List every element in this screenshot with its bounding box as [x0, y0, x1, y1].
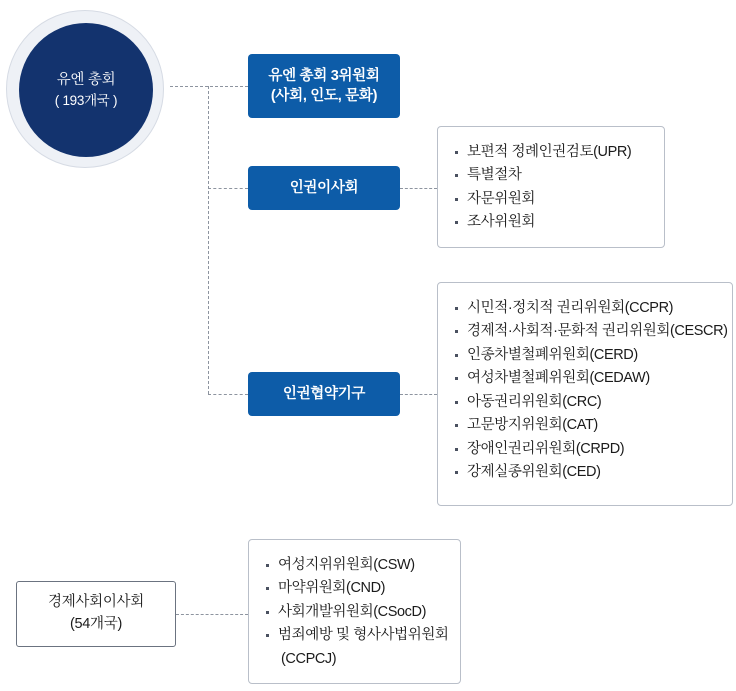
connector-trunk-to-treaty [208, 394, 248, 395]
list-item: 장애인권리위원회(CRPD) [454, 438, 714, 461]
panel-treaty-bodies-items [437, 282, 733, 506]
ecosoc-list [265, 554, 449, 671]
list-item: 특별절차 [454, 164, 646, 187]
connector-ecosoc-to-panel [176, 614, 248, 615]
node-human-rights-council[interactable] [248, 166, 400, 210]
node-third-committee[interactable] [248, 54, 400, 118]
ecosoc-subtitle: (54개국) [70, 616, 122, 632]
connector-trunk-vertical [208, 86, 209, 394]
panel-human-rights-council-items [437, 126, 665, 248]
third-committee-title: 유엔 총회 3위원회 [268, 67, 380, 84]
list-item: 시민적·정치적 권리위원회(CCPR) [454, 297, 714, 320]
connector-hrc-to-panel [400, 188, 437, 189]
list-item: 인종차별철폐위원회(CERD) [454, 344, 714, 367]
general-assembly-title: 유엔 총회 [56, 71, 116, 88]
list-item: 아동권리위원회(CRC) [454, 391, 714, 414]
list-item: 강제실종위원회(CED) [454, 461, 714, 484]
list-item: 보편적 정례인권검토(UPR) [454, 141, 646, 164]
list-item: 사회개발위원회(CSocD) [265, 601, 442, 624]
list-item: 조사위원회 [454, 211, 646, 234]
ecosoc-title: 경제사회이사회 [48, 594, 144, 611]
connector-trunk-to-hrc [208, 188, 248, 189]
human-rights-council-label: 인권이사회 [289, 179, 359, 196]
list-item: 고문방지위원회(CAT) [454, 414, 714, 437]
list-item: 마약위원회(CND) [265, 577, 442, 600]
connector-treaty-to-panel [400, 394, 437, 395]
general-assembly-subtitle: ( 193개국 ) [54, 92, 118, 108]
node-ecosoc[interactable] [16, 581, 176, 647]
list-item: 자문위원회 [454, 188, 646, 211]
list-item: 여성지위위원회(CSW) [265, 554, 442, 577]
general-assembly-inner [19, 23, 153, 157]
human-rights-council-list [454, 141, 646, 235]
connector-ga-to-trunk [170, 86, 248, 87]
list-item: 경제적·사회적·문화적 권리위원회(CESCR) [454, 320, 714, 343]
list-item-continuation: (CCPCJ) [281, 650, 337, 667]
treaty-bodies-list [454, 297, 728, 485]
panel-ecosoc-items [248, 539, 461, 684]
node-general-assembly [6, 10, 164, 168]
list-item: 여성차별철폐위원회(CEDAW) [454, 367, 714, 390]
third-committee-subtitle: (사회, 인도, 문화) [270, 88, 378, 104]
treaty-bodies-label: 인권협약기구 [282, 385, 366, 402]
node-treaty-bodies[interactable] [248, 372, 400, 416]
list-item: 범죄예방 및 형사사법위원회 [265, 624, 442, 647]
